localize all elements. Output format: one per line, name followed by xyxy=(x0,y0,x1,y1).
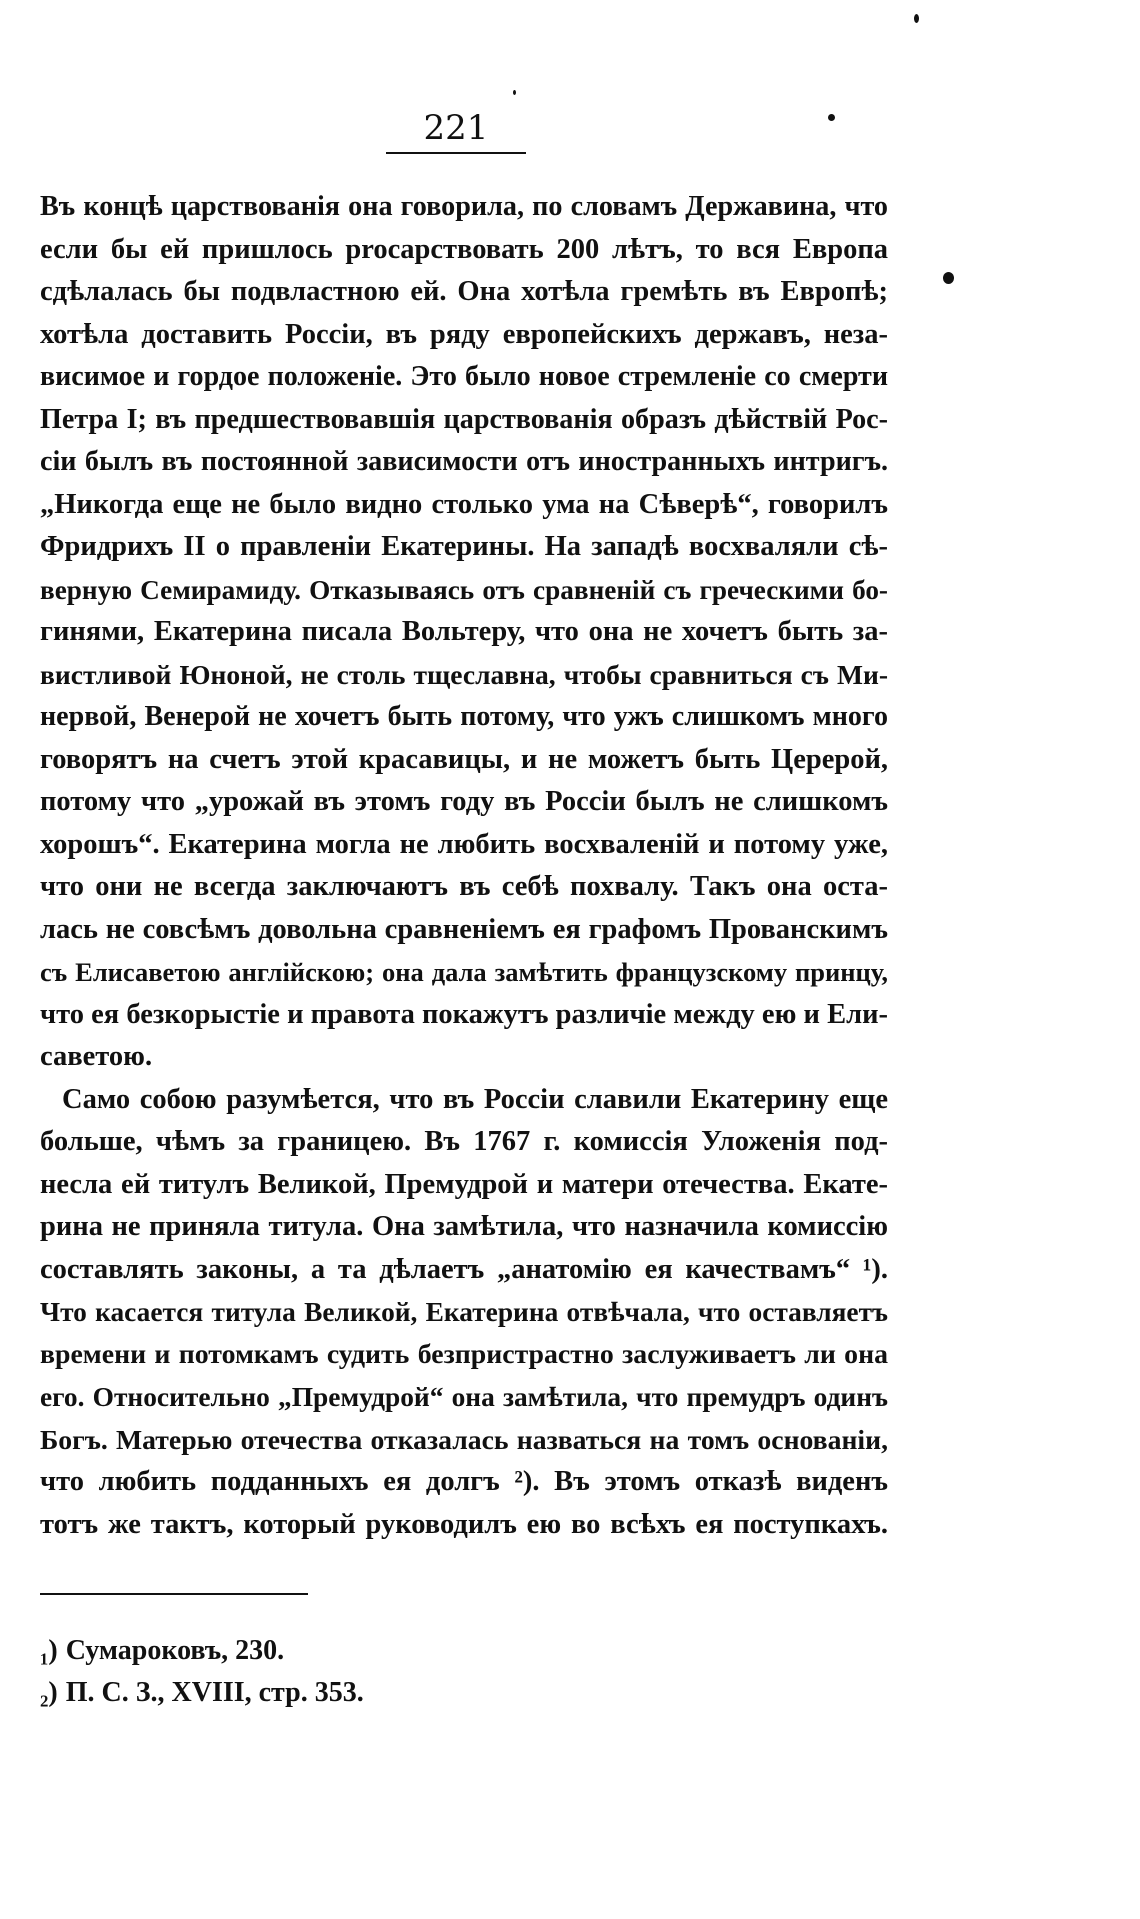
text-line: говорятъ на счетъ этой красавицы, и не можетъ быть Церерой, xyxy=(40,743,888,775)
text-line: висимое и гордое положеніе. Это было новое стремленіе со смерти xyxy=(40,361,888,392)
scan-speck xyxy=(914,14,919,23)
scan-speck xyxy=(513,90,516,95)
text-line: гинями, Екатерина писала Вольтеру, что она не хочетъ быть за- xyxy=(40,616,888,647)
text-line: хорошъ“. Екатерина могла не любить восхваленій и потому уже, xyxy=(40,828,888,860)
text-line: времени и потомкамъ судить безпристрастно заслуживаетъ ли она xyxy=(40,1338,888,1370)
footnote-text: П. С. З., XVIII, стр. 353. xyxy=(65,1677,364,1708)
page-number-rule xyxy=(386,152,526,154)
text-line: Въ концѣ царствованія она говорила, по словамъ Державина, что xyxy=(40,191,888,222)
text-line: съ Елисаветою англійскою; она дала замѣтить французскому принцу, xyxy=(40,957,888,987)
footnote-rule xyxy=(40,1593,308,1595)
text-line: сіи былъ въ постоянной зависимости отъ иностранныхъ интригъ. xyxy=(40,446,888,477)
text-line: несла ей титулъ Великой, Премудрой и матери отечества. Екате- xyxy=(40,1168,888,1200)
footnotes xyxy=(40,1630,364,1714)
text-line: Что касается титула Великой, Екатерина отвѣчала, что оставляетъ xyxy=(40,1297,888,1327)
body-text xyxy=(40,186,888,1546)
scan-speck xyxy=(943,272,954,284)
text-line: вистливой Юноной, не столь тщеславна, чтобы сравниться съ Ми- xyxy=(40,658,888,690)
text-line: „Никогда еще не было видно столько ума на Сѣверѣ“, говорилъ xyxy=(40,488,888,520)
page-number: 221 xyxy=(423,108,489,148)
text-line: лась не совсѣмъ довольна сравненіемъ ея графомъ Прованскимъ xyxy=(40,913,888,945)
footnote xyxy=(40,1672,364,1714)
text-line: составлять законы, а та дѣлаетъ „анатомію ея качествамъ“ ¹). xyxy=(40,1253,888,1285)
text-line: если бы ей пришлось procарствовать 200 лѣтъ, то вся Европа xyxy=(40,233,888,265)
footnote-marker: ₁) xyxy=(40,1635,58,1666)
text-line: Богъ. Матерью отечества отказалась назваться на томъ основаніи, xyxy=(40,1423,888,1455)
footnote-text: Сумароковъ, 230. xyxy=(65,1635,285,1666)
text-line: верную Семирамиду. Отказываясь отъ сравненій съ греческими бо- xyxy=(40,574,888,605)
text-line: что они не всегда заключаютъ въ себѣ похвалу. Такъ она оста- xyxy=(40,871,888,902)
footnote xyxy=(40,1630,364,1672)
text-line: что ея безкорыстіе и правота покажутъ различіе между ею и Ели- xyxy=(40,998,888,1030)
text-line: хотѣла доставить Россіи, въ ряду европейскихъ державъ, неза- xyxy=(40,318,888,350)
text-line: тотъ же тактъ, который руководилъ ею во всѣхъ ея поступкахъ. xyxy=(40,1508,888,1540)
scan-speck xyxy=(828,114,835,121)
text-line: сдѣлалась бы подвластною ей. Она хотѣла гремѣть въ Европѣ; xyxy=(40,276,888,307)
text-line: Петра I; въ предшествовавшія царствованія образъ дѣйствій Рос- xyxy=(40,403,888,435)
text-line: что любить подданныхъ ея долгъ ²). Въ этомъ отказѣ виденъ xyxy=(40,1466,888,1497)
text-line: Фридрихъ II о правленіи Екатерины. На западѣ восхваляли сѣ- xyxy=(40,531,888,562)
text-line: Само собою разумѣется, что въ Россіи славили Екатерину еще xyxy=(62,1083,888,1115)
text-line: потому что „урожай въ этомъ году въ Россіи былъ не слишкомъ xyxy=(40,786,888,817)
text-line: рина не приняла титула. Она замѣтила, что назначила комиссію xyxy=(40,1211,888,1242)
text-line: саветою. xyxy=(40,1041,153,1072)
footnote-marker: ₂) xyxy=(40,1677,58,1708)
text-line: нервой, Венерой не хочетъ быть потому, что ужъ слишкомъ много xyxy=(40,701,888,732)
text-line: больше, чѣмъ за границею. Въ 1767 г. комиссія Уложенія под- xyxy=(40,1126,888,1157)
text-line: его. Относительно „Премудрой“ она замѣтила, что премудръ одинъ xyxy=(40,1382,888,1412)
